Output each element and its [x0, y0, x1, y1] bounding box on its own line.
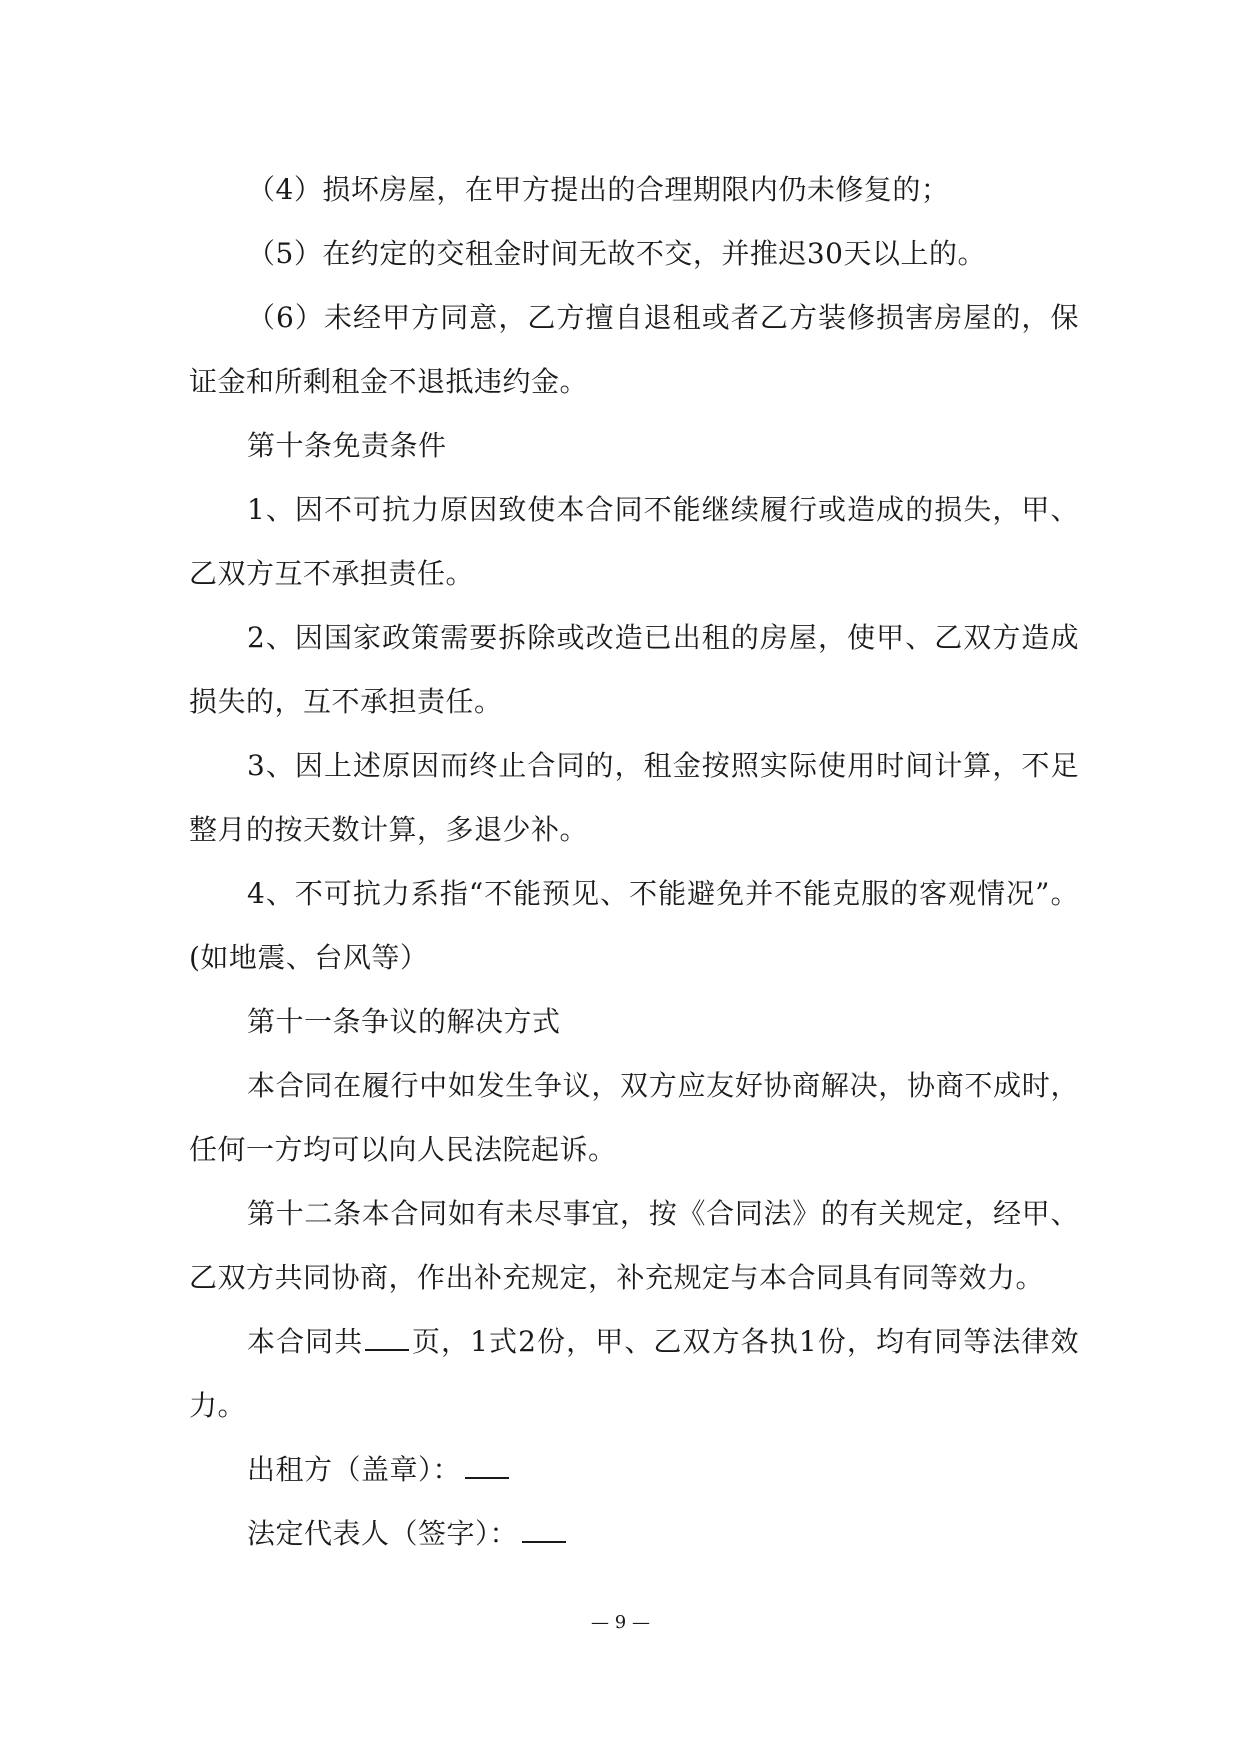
article-10-item-3: 3、因上述原因而终止合同的，租金按照实际使用时间计算，不足整月的按天数计算，多退少补。 [189, 749, 1079, 846]
copies-clause-after: 页，1式2份，甲、乙双方各执1份，均有同等法律效力。 [189, 1325, 1079, 1422]
lessor-seal-blank [465, 1449, 509, 1479]
lessor-signature-line [189, 1438, 1079, 1502]
lessor-label: 出租方（盖章）： [247, 1453, 462, 1486]
article-10-item-1: 1、因不可抗力原因致使本合同不能继续履行或造成的损失，甲、乙双方互不承担责任。 [189, 493, 1079, 590]
article-11-body: 本合同在履行中如发生争议，双方应友好协商解决，协商不成时，任何一方均可以向人民法院起诉。 [189, 1069, 1079, 1166]
article-10-item-4: 4、不可抗力系指“不能预见、不能避免并不能克服的客观情况”。(如地震、台风等） [189, 877, 1079, 974]
article-10-item-2: 2、因国家政策需要拆除或改造已出租的房屋，使甲、乙双方造成损失的，互不承担责任。 [189, 621, 1079, 718]
representative-label: 法定代表人（签字）： [247, 1517, 519, 1550]
representative-signature-blank [522, 1513, 566, 1543]
clause-item-4: （4）损坏房屋，在甲方提出的合理期限内仍未修复的； [247, 173, 950, 206]
page-count-blank [365, 1321, 409, 1351]
copies-clause [189, 1310, 1079, 1438]
page-number: — 9 — [591, 1612, 650, 1633]
clause-item-5: （5）在约定的交租金时间无故不交，并推迟30天以上的。 [247, 237, 986, 270]
article-12-body: 第十二条本合同如有未尽事宜，按《合同法》的有关规定，经甲、乙双方共同协商，作出补充规定，补充规定与本合同具有同等效力。 [189, 1197, 1079, 1294]
clause-item-6: （6）未经甲方同意，乙方擅自退租或者乙方装修损害房屋的，保证金和所剩租金不退抵违约金。 [189, 301, 1079, 398]
article-10-heading: 第十条免责条件 [247, 429, 447, 462]
article-11-heading: 第十一条争议的解决方式 [247, 1005, 561, 1038]
document-body [189, 158, 1079, 1566]
copies-clause-before: 本合同共 [247, 1325, 364, 1358]
representative-signature-line [189, 1502, 1079, 1566]
